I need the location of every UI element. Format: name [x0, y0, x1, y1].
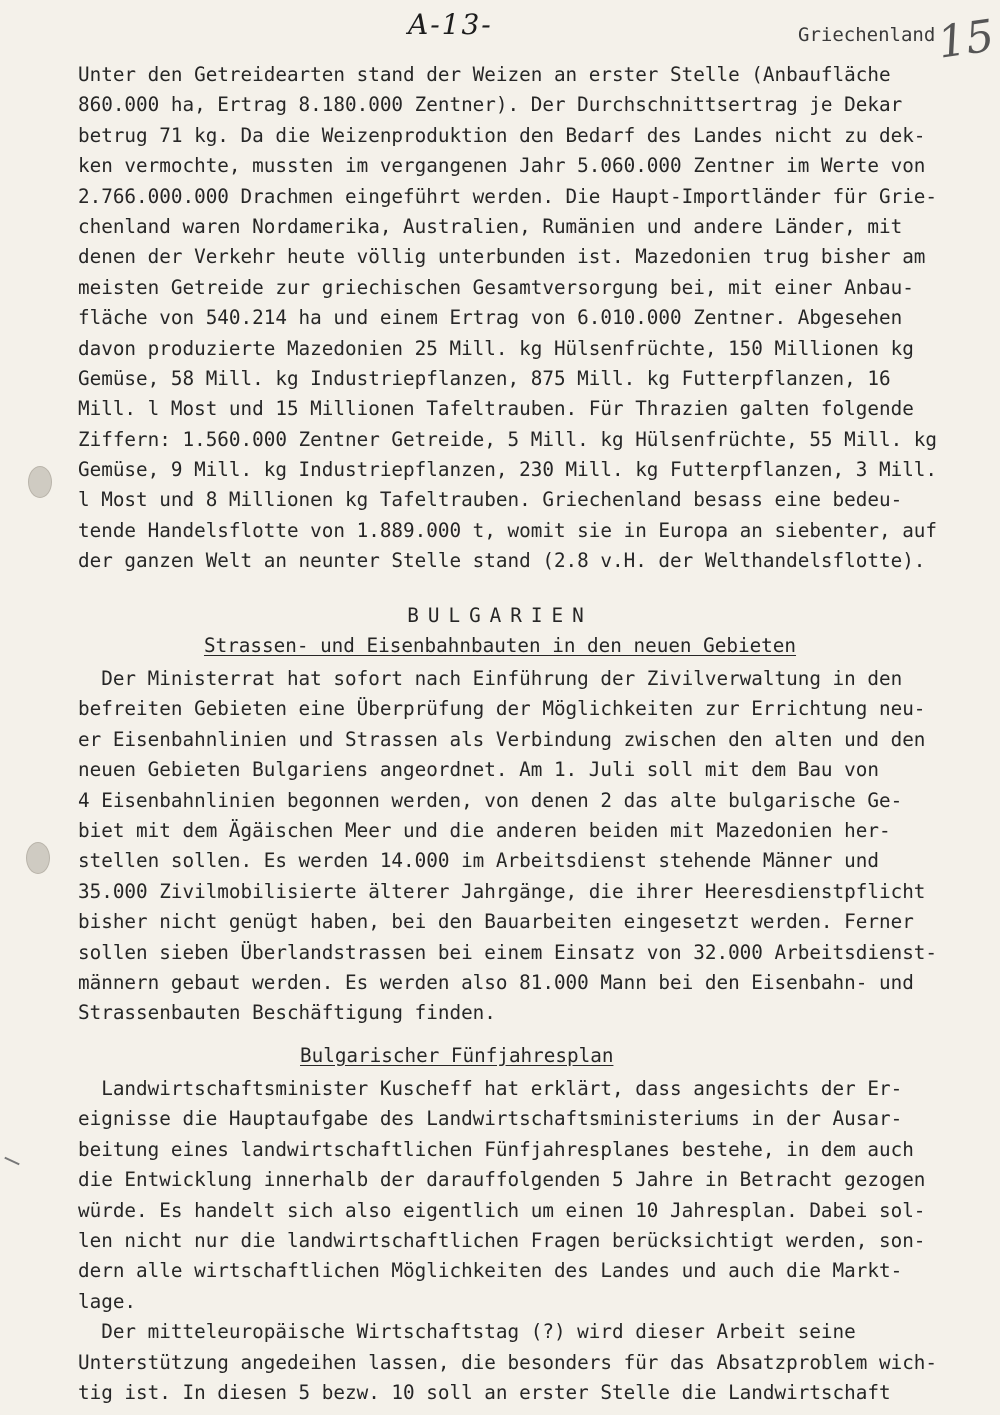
text-line: 2.766.000.000 Drachmen eingeführt werden. Die Haupt-Importländer für Grie-: [78, 184, 938, 208]
text-line: denen der Verkehr heute völlig unterbunden ist. Mazedonien trug bisher am: [78, 245, 926, 269]
paragraph-five-year-plan: [78, 1074, 988, 1408]
text-line: fläche von 540.214 ha und einem Ertrag von 6.010.000 Zentner. Abgesehen: [78, 306, 903, 330]
text-line: ken vermochte, mussten im vergangenen Jahr 5.060.000 Zentner im Werte von: [78, 154, 926, 178]
punch-hole: [26, 842, 50, 874]
text-line: sollen sieben Überlandstrassen bei einem Einsatz von 32.000 Arbeitsdienst-: [78, 940, 938, 964]
text-line: stellen sollen. Es werden 14.000 im Arbeitsdienst stehende Männer und: [78, 849, 879, 873]
text-line: Mill. l Most und 15 Millionen Tafeltrauben. Für Thrazien galten folgende: [78, 397, 914, 421]
text-line: 860.000 ha, Ertrag 8.180.000 Zentner). Der Durchschnittsertrag je Dekar: [78, 93, 903, 117]
text-line: Der mitteleuropäische Wirtschaftstag (?) wird dieser Arbeit seine: [78, 1320, 856, 1344]
text-line: männern gebaut werden. Es werden also 81.000 Mann bei den Eisenbahn- und: [78, 970, 914, 994]
text-line: befreiten Gebieten eine Überprüfung der Möglichkeiten zur Errichtung neu-: [78, 697, 926, 721]
handwritten-page-number: 15: [934, 10, 998, 69]
text-line: er Eisenbahnlinien und Strassen als Verbindung zwischen den alten und den: [78, 727, 926, 751]
text-line: 4 Eisenbahnlinien begonnen werden, von denen 2 das alte bulgarische Ge-: [78, 788, 903, 812]
country-header-label: Griechenland: [798, 24, 936, 46]
punch-hole: [28, 466, 52, 498]
text-line: der ganzen Welt an neunter Stelle stand (2.8 v.H. der Welthandelsflotte).: [78, 549, 926, 573]
section-heading-bulgaria: BULGARIEN: [407, 604, 593, 627]
text-line: tende Handelsflotte von 1.889.000 t, womit sie in Europa an siebenter, auf: [78, 518, 938, 542]
text-line: chenland waren Nordamerika, Australien, Rumänien und andere Länder, mit: [78, 214, 903, 238]
text-line: l Most und 8 Millionen kg Tafeltrauben. Griechenland besass eine bedeu-: [78, 488, 903, 512]
text-line: len nicht nur die landwirtschaftlichen Fragen berücksichtigt werden, son-: [78, 1228, 926, 1252]
text-line: Der Ministerrat hat sofort nach Einführung der Zivilverwaltung in den: [78, 667, 903, 690]
handwritten-archive-mark: A-13-: [408, 8, 493, 41]
text-line: beitung eines landwirtschaftlichen Fünfjahresplanes bestehe, in dem auch: [78, 1137, 914, 1161]
text-line: neuen Gebieten Bulgariens angeordnet. Am 1. Juli soll mit dem Bau von: [78, 758, 879, 782]
paragraph-greece: [78, 60, 988, 577]
text-line: Unter den Getreidearten stand der Weizen an erster Stelle (Anbaufläche: [78, 63, 891, 86]
text-line: Gemüse, 9 Mill. kg Industriepflanzen, 230 Mill. kg Futterpflanzen, 3 Mill.: [78, 458, 938, 482]
text-line: Landwirtschaftsminister Kuscheff hat erklärt, dass angesichts der Er-: [78, 1077, 903, 1100]
text-line: bisher nicht genügt haben, bei den Bauarbeiten eingesetzt werden. Ferner: [78, 910, 914, 934]
text-line: die Entwicklung innerhalb der darauffolgenden 5 Jahre in Betracht gezogen: [78, 1168, 926, 1192]
text-line: Ziffern: 1.560.000 Zentner Getreide, 5 Mill. kg Hülsenfrüchte, 55 Mill. kg: [78, 427, 938, 451]
section-heading-five-year-plan: Bulgarischer Fünfjahresplan: [300, 1044, 614, 1067]
text-line: dern alle wirtschaftlichen Möglichkeiten des Landes und auch die Markt-: [78, 1259, 903, 1283]
text-line: Strassenbauten Beschäftigung finden.: [78, 1001, 496, 1025]
margin-mark: [4, 1157, 19, 1166]
text-line: meisten Getreide zur griechischen Gesamtversorgung bei, mit einer Anbau-: [78, 275, 914, 299]
paragraph-bulgaria-construction: [78, 664, 988, 1029]
text-line: tig ist. In diesen 5 bezw. 10 soll an erster Stelle die Landwirtschaft: [78, 1380, 891, 1404]
text-line: betrug 71 kg. Da die Weizenproduktion den Bedarf des Landes nicht zu dek-: [78, 123, 926, 147]
text-line: davon produzierte Mazedonien 25 Mill. kg Hülsenfrüchte, 150 Millionen kg: [78, 336, 914, 360]
text-line: biet mit dem Ägäischen Meer und die anderen beiden mit Mazedonien her-: [78, 818, 891, 842]
text-line: 35.000 Zivilmobilisierte älterer Jahrgänge, die ihrer Heeresdienstpflicht: [78, 879, 926, 903]
text-line: lage.: [78, 1289, 137, 1313]
text-line: eignisse die Hauptaufgabe des Landwirtschaftsministeriums in der Ausar-: [78, 1107, 903, 1131]
text-line: Gemüse, 58 Mill. kg Industriepflanzen, 875 Mill. kg Futterpflanzen, 16: [78, 366, 891, 390]
text-line: Unterstützung angedeihen lassen, die besonders für das Absatzproblem wich-: [78, 1350, 938, 1374]
text-line: würde. Es handelt sich also eigentlich um einen 10 Jahresplan. Dabei sol-: [78, 1198, 926, 1222]
section-subtitle-roads-railways: Strassen- und Eisenbahnbauten in den neuen Gebieten: [203, 634, 797, 657]
